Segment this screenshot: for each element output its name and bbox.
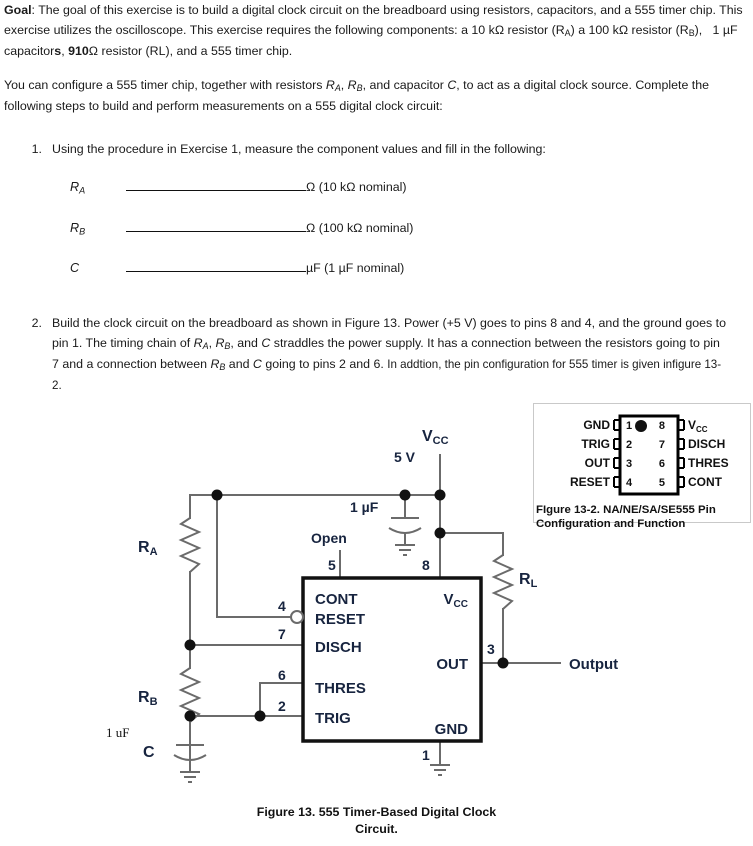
goal-text-5: s <box>54 43 62 58</box>
blank-label-ra-sub: A <box>79 185 86 196</box>
paragraph-goal <box>4 0 749 61</box>
pinlabel-vcc-sub: CC <box>696 425 708 434</box>
goal-text-6: , <box>61 43 65 58</box>
li2-f: going to pins 2 and 6. <box>261 356 388 371</box>
ground-symbol-c <box>180 772 200 782</box>
pinnum-2: 2 <box>626 439 633 451</box>
list-item-2-number: 2. <box>31 316 42 330</box>
li2-b: , <box>208 336 216 351</box>
pinlabel-cont: CONT <box>688 475 722 489</box>
junction-cap-rail <box>400 490 411 501</box>
pinnum-6-main: 6 <box>278 667 286 683</box>
reset-inverting-bubble-icon <box>291 611 303 623</box>
pinnum-8: 8 <box>658 420 665 432</box>
li2-g: In addtion, the pin configuration for 555 timer is given in <box>387 357 673 371</box>
goal-lead: Goal <box>4 3 32 17</box>
intro-rb: R <box>347 77 357 92</box>
blank-label-c <box>70 261 126 275</box>
label-c: C <box>143 744 155 761</box>
junction-pin2-pin6 <box>255 711 266 722</box>
li2-c: , and <box>230 336 262 351</box>
li2-rb: R <box>215 336 225 351</box>
chip-label-gnd: GND <box>434 721 468 738</box>
blank-label-ra-main: R <box>70 180 80 194</box>
chip-label-reset: RESET <box>315 611 366 628</box>
list-item-1-number: 1. <box>31 142 42 156</box>
junction-vcc-rl <box>435 528 446 539</box>
label-ra <box>138 539 158 558</box>
pinlabel-vcc-main: V <box>688 418 697 432</box>
pinnum-3-main: 3 <box>487 641 495 657</box>
list-item-1 <box>26 139 726 159</box>
label-ra-main: R <box>138 539 150 556</box>
li2-e: and <box>225 356 253 371</box>
pinnum-1: 1 <box>626 420 633 432</box>
intro-text-b: , <box>340 77 348 92</box>
pinnum-1-main: 1 <box>422 747 430 763</box>
pinlabel-disch: DISCH <box>688 437 726 451</box>
pinlabel-out: OUT <box>584 456 610 470</box>
label-vcc-sub: CC <box>432 435 449 447</box>
ground-symbol-chip <box>430 765 450 775</box>
li2-rb2-sub: B <box>219 361 226 372</box>
pinlabel-reset: RESET <box>569 475 610 489</box>
blank-unit-c: µF (1 µF nominal) <box>306 261 405 275</box>
chip-label-trig: TRIG <box>315 710 351 727</box>
figure-13-caption-line1: Figure 13. 555 Timer-Based Digital Clock <box>256 805 497 819</box>
label-rl-main: R <box>519 571 531 588</box>
ground-symbol-bypass <box>395 545 415 555</box>
pinnum-3: 3 <box>626 458 633 470</box>
goal-sub-a: A <box>564 28 571 39</box>
chip-label-vcc-sub: CC <box>453 599 468 610</box>
list-item-1-text: Using the procedure in Exercise 1, measure the component values and fill in the following: <box>52 142 546 156</box>
blank-label-ra <box>70 180 126 195</box>
label-vcc-main: V <box>422 428 433 445</box>
blank-input-ra[interactable] <box>126 178 306 191</box>
intro-c: C <box>447 77 457 92</box>
label-vcc-supply <box>422 428 449 447</box>
pinlabel-trig: TRIG <box>581 437 610 451</box>
blank-label-c-main: C <box>70 261 80 275</box>
document-body <box>4 0 749 128</box>
li2-h: figure 13-2. <box>52 357 722 392</box>
chip-label-cont: CONT <box>315 591 358 608</box>
label-rl-sub: L <box>530 578 538 590</box>
intro-rb-sub: B <box>356 83 363 94</box>
label-rb-sub: B <box>149 696 158 708</box>
intro-ra-sub: A <box>334 83 341 94</box>
li2-rb-sub: B <box>224 341 231 352</box>
goal-text-8: Ω resistor (RL), and a 555 timer chip. <box>88 43 293 58</box>
main-circuit-figure <box>0 400 753 846</box>
label-open: Open <box>311 530 347 546</box>
chip-label-vcc-main: V <box>443 591 454 608</box>
label-bypass-cap: 1 µF <box>350 499 379 515</box>
paragraph-intro <box>4 75 749 116</box>
pinnum-4: 4 <box>626 477 633 489</box>
blank-label-rb-main: R <box>70 221 80 235</box>
junction-rb-c <box>185 711 196 722</box>
pinnum-6: 6 <box>658 458 665 470</box>
blank-input-c[interactable] <box>126 259 306 272</box>
label-rb-main: R <box>138 689 150 706</box>
li2-d: straddles the power supply. It has a connection between the resistors going to pin 7 and a connection between <box>52 336 720 371</box>
pinconfig-caption-line1: FIgure 13-2. NA/NE/SA/SE555 Pin <box>536 504 716 516</box>
goal-text-7: 910 <box>68 43 89 58</box>
label-output: Output <box>569 656 619 673</box>
li2-c2: C <box>252 356 262 371</box>
junction-vcc-rail <box>435 490 446 501</box>
pinlabel-thres: THRES <box>688 456 729 470</box>
pinnum-2-main: 2 <box>278 698 286 714</box>
pinnum-8-main: 8 <box>422 557 430 573</box>
pinnum-7: 7 <box>658 439 665 451</box>
goal-text-3: ), <box>694 23 703 38</box>
label-c-value: 1 uF <box>106 725 130 740</box>
label-5v: 5 V <box>394 449 416 465</box>
label-ra-sub: A <box>149 546 158 558</box>
goal-sub-b: B <box>688 28 695 39</box>
resistor-ra-symbol <box>181 518 199 572</box>
pinnum-5: 5 <box>658 477 665 489</box>
junction-out-rl <box>498 658 509 669</box>
label-rb <box>138 689 158 708</box>
junction-ra-rb-pin7 <box>185 640 196 651</box>
figure-13-caption <box>0 804 753 837</box>
pinconfig-caption-line2: Configuration and Function <box>536 518 686 531</box>
intro-text-d: , to act as a digital clock source. Complete the following steps to build and perform measurements on a 555 digital clock circuit: <box>4 77 710 113</box>
pinlabel-gnd: GND <box>583 418 610 432</box>
goal-text-2: ) a 100 kΩ resistor (R <box>570 23 689 38</box>
blank-row-c <box>70 259 404 275</box>
capacitor-bypass-symbol <box>389 518 421 533</box>
intro-text-c: , and capacitor <box>362 77 448 92</box>
circuit-svg <box>0 400 753 800</box>
pinnum-5-main: 5 <box>328 557 336 573</box>
intro-text-a: You can configure a 555 timer chip, together with resistors <box>4 77 326 92</box>
intro-ra: R <box>325 77 335 92</box>
blank-row-ra <box>70 178 406 195</box>
blank-unit-ra: Ω (10 kΩ nominal) <box>306 180 407 194</box>
list-item-2-text <box>52 313 726 395</box>
blank-label-rb <box>70 221 126 236</box>
goal-text-1: : The goal of this exercise is to build a digital clock circuit on the breadboard using resistors, capacitors, and a 555 timer chip. This exercise utilizes the oscilloscope. This exercise requires the following components: a 10 kΩ resistor (R <box>4 3 743 38</box>
chip-label-thres: THRES <box>315 680 366 697</box>
junction-ra-pin4 <box>212 490 223 501</box>
list-item-2 <box>26 313 726 395</box>
blank-input-rb[interactable] <box>126 219 306 232</box>
blank-row-rb <box>70 219 413 236</box>
resistor-rl-symbol <box>494 555 512 609</box>
pinnum-7-main: 7 <box>278 626 286 642</box>
chip-label-out: OUT <box>436 656 468 673</box>
li2-rb2: R <box>210 356 220 371</box>
li2-cvar: C <box>261 336 271 351</box>
li2-ra: R <box>193 336 203 351</box>
li2-a: Build the clock circuit on the breadboard as shown in Figure 13. Power (+5 V) goes to pins 8 and 4, and the ground goes to pin 1. The timing chain of <box>52 316 726 351</box>
goal-text-4: 1 µF capacitor <box>4 23 738 58</box>
chip-label-disch: DISCH <box>315 639 362 656</box>
li2-ra-sub: A <box>202 341 209 352</box>
blank-label-rb-sub: B <box>79 226 86 237</box>
blank-unit-rb: Ω (100 kΩ nominal) <box>306 221 414 235</box>
figure-13-caption-line2: Circuit. <box>355 821 398 836</box>
pinnum-4-main: 4 <box>278 598 286 614</box>
label-rl <box>519 571 538 590</box>
